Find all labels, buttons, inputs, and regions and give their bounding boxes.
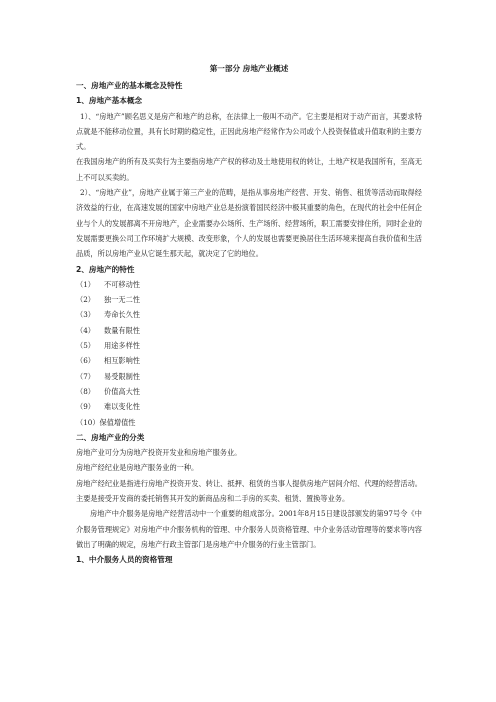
list-item: （10）保值增值性 xyxy=(76,417,136,427)
paragraph-brokerage-definition: 房地产经纪业是指进行房地产投资开发、转让、抵押、租赁的当事人提供房地产居间介绍、代理的经营活动。主要是接受开发商的委托销售其开发的新商品房和二手房的买卖、租赁、置换等业务。 xyxy=(76,478,422,504)
paragraph-ownership: 在我国房地产的所有及买卖行为主要指房地产产权的移动及土地使用权的转让，土地产权是我国所有，至高无上不可以买卖的。 xyxy=(76,157,422,182)
subheading-qualification: 1、中介服务人员的资格管理 xyxy=(76,555,173,565)
paragraph-real-estate-industry: 2）、“房地产业”，房地产业属于第三产业的范畴，是指从事房地产经营、开发、销售、租赁等活动而取得经济效益的行业，在高速发展的国家中房地产业总是扮演着国民经济中极其重要的角色，在现代的社会中任何企业与个人的发展都离不开房地产，企业需要办公场所、生产场所、经营场所，职工需要安排住所，同时企业的发展需要更换公司工作环境扩大规模、改变形象，个人的发展也需要更换居住生活环境来提高自我价值和生活品质，所以房地产业从它诞生那天起，就决定了它的地位。 xyxy=(76,188,422,259)
list-item: （8） 价值高大性 xyxy=(76,386,140,396)
list-item: （4） 数量有限性 xyxy=(76,325,140,335)
section-heading-basic-concepts: 一、房地产业的基本概念及特性 xyxy=(76,81,183,90)
subheading-basic-concept: 1、房地产基本概念 xyxy=(76,96,143,106)
subheading-characteristics: 2、房地产的特性 xyxy=(76,264,135,274)
paragraph-real-estate-definition: 1）、“房地产”顾名思义是房产和地产的总称，在法律上一般叫不动产。它主要是相对于动产而言，其要求特点就是不能移动位置，具有长时期的稳定性，正因此房地产经常作为公司或个人投资保值或升值取利的主要方式。 xyxy=(76,111,422,152)
list-item: （2） 独一无二性 xyxy=(76,295,140,305)
list-item: （5） 用途多样性 xyxy=(76,341,140,351)
paragraph-intermediary-service: 房地产中介服务是房地产经营活动中一个重要的组成部分。2001年8月15日建设部颁发的第97号令《中介服务管理规定》对房地产中介服务机构的管理、中介服务人员资格管理、中介业务活动管理等的要求等内容做出了明确的规定，房地产行政主管部门是房地产中介服务的行业主管部门。 xyxy=(76,509,422,549)
list-item: （3） 寿命长久性 xyxy=(76,310,140,320)
list-item: （1） 不可移动性 xyxy=(76,279,140,289)
section-heading-classification: 二、房地产业的分类 xyxy=(76,432,145,442)
paragraph-brokerage: 房地产经纪业是房地产服务业的一种。 xyxy=(76,463,199,473)
list-item: （9） 难以变化性 xyxy=(76,402,140,412)
list-item: （6） 相互影响性 xyxy=(76,356,140,366)
document-body xyxy=(76,61,422,568)
paragraph-industry-split: 房地产业可分为房地产投资开发业和房地产服务业。 xyxy=(76,448,242,458)
page-title: 第一部分 房地产业概述 xyxy=(209,64,289,73)
list-item: （7） 易受限制性 xyxy=(76,371,140,381)
characteristics-list xyxy=(76,277,422,430)
